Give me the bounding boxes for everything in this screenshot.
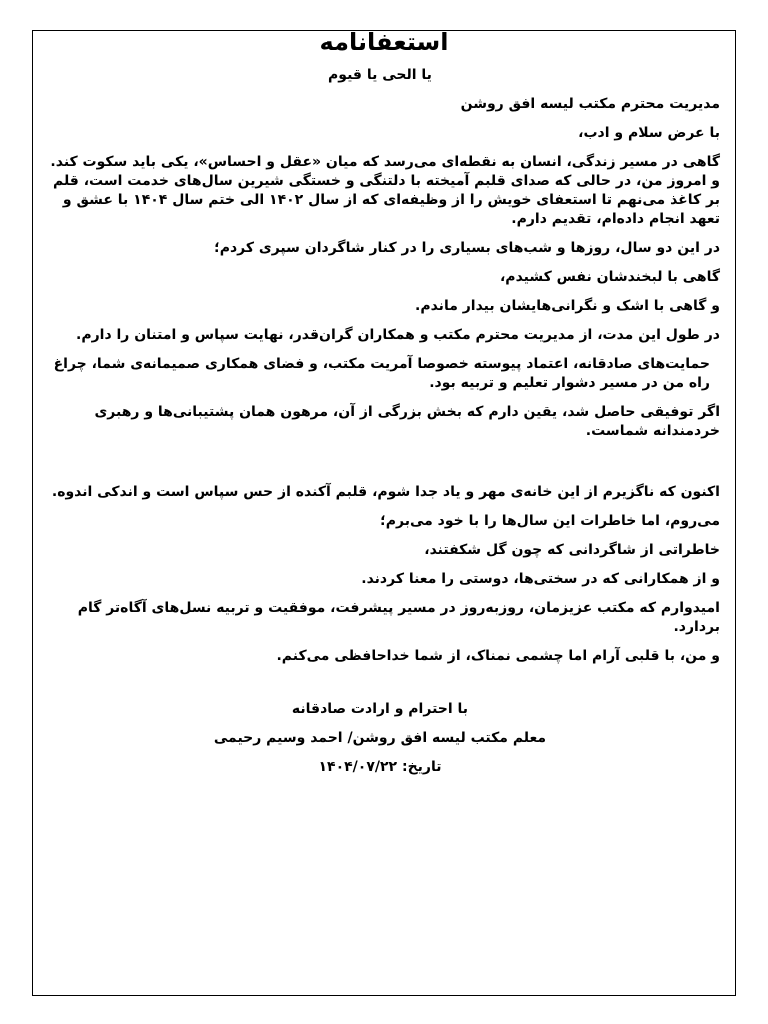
- paragraph-line: در این دو سال، روزها و شب‌های بسیاری را در کنار شاگردان سپری کردم؛: [214, 240, 720, 256]
- spacer: [40, 451, 720, 483]
- document-title: استعفانامه: [319, 28, 449, 56]
- invocation-line: یا الحی یا قیوم: [328, 67, 432, 83]
- paragraph-support: حمایت‌های صادقانه، اعتماد پیوسته خصوصا آمریت مکتب، و فضای همکاری صمیمانه‌ی شما، چراغ راه من در مسیر دشوار تعلیم و تربیه بود.: [53, 356, 710, 391]
- paragraph-opening: گاهی در مسیر زندگی، انسان به نقطه‌ای می‌رسد که میان «عقل و احساس»، یکی باید سکوت کند. و امروز من، در حالی که صدای قلبم آمیخته با دلتنگی و خستگی شیرین سال‌های خدمت است، قلم بر کاغذ می‌نهم تا استعفای خویش را از وظیفه‌ای که از سال ۱۴۰۲ الی ختم سال ۱۴۰۴ با عشق و تعهد انجام داده‌ام، تقدیم دارم.: [50, 154, 720, 227]
- signature-line: معلم مکتب لیسه افق روشن/ احمد وسیم رحیمی: [213, 730, 547, 746]
- paragraph-line: و از همکارانی که در سختی‌ها، دوستی را معنا کردند.: [361, 571, 720, 587]
- recipient-line: مدیریت محترم مکتب لیسه افق روشن: [460, 96, 720, 112]
- closing-line: با احترام و ارادت صادقانه: [291, 701, 469, 717]
- greeting-line: با عرض سلام و ادب،: [578, 125, 720, 141]
- paragraph-success: اگر توفیقی حاصل شد، یقین دارم که بخش بزرگی از آن، مرهون همان پشتیبانی‌ها و رهبری خردمندانه شماست.: [94, 404, 720, 439]
- spacer: [40, 676, 720, 700]
- letter-body: [40, 66, 720, 787]
- paragraph-goodbye: و من، با قلبی آرام اما چشمی نمناک، از شما خداحافظی می‌کنم.: [276, 648, 720, 664]
- paragraph-line: خاطراتی از شاگردانی که چون گل شکفتند،: [424, 542, 720, 558]
- date-line: تاریخ: ۱۴۰۴/۰۷/۲۲: [318, 759, 442, 775]
- paragraph-hope: امیدوارم که مکتب عزیزمان، روزبه‌روز در مسیر پیشرفت، موفقیت و تربیه نسل‌های آگاه‌تر گام بردارد.: [77, 600, 720, 635]
- paragraph-line: گاهی با لبخندشان نفس کشیدم،: [499, 269, 720, 285]
- paragraph-farewell: اکنون که ناگزیرم از این خانه‌ی مهر و یاد جدا شوم، قلبم آکنده از حس سپاس است و اندکی اندوه.: [51, 484, 720, 500]
- paragraph-line: می‌روم، اما خاطرات این سال‌ها را با خود می‌برم؛: [380, 513, 720, 529]
- paragraph-thanks: در طول این مدت، از مدیریت محترم مکتب و همکاران گران‌قدر، نهایت سپاس و امتنان را دارم.: [76, 327, 720, 343]
- paragraph-line: و گاهی با اشک و نگرانی‌هایشان بیدار ماندم.: [415, 298, 720, 314]
